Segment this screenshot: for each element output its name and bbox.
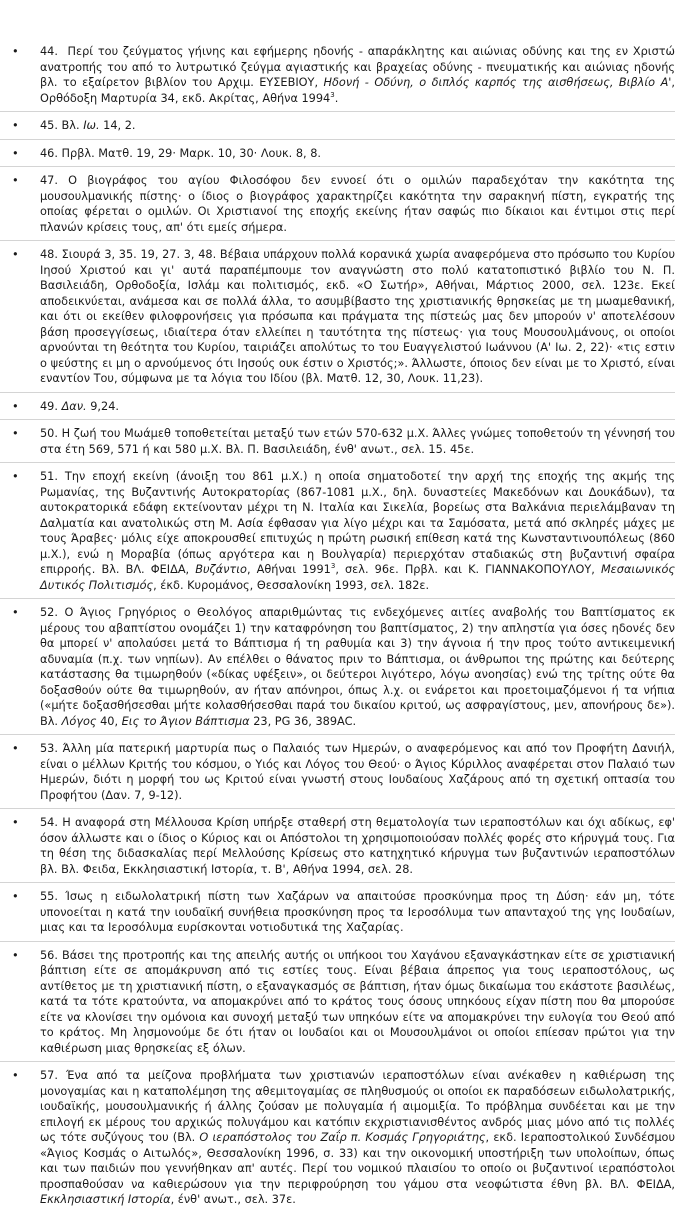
footnote-item [0,948,675,1063]
bullet-icon: • [12,816,19,829]
footnote-item [0,118,675,140]
footnote-item [0,741,675,809]
bullet-icon: • [12,146,19,160]
bullet-icon: • [12,427,19,440]
footnote-item [0,44,675,112]
bullet-icon: • [12,470,19,483]
footnote-text: 48. Σιουρά 3, 35. 19, 27. 3, 48. Βέβαια υπάρχουν πολλά κορανικά χωρία αναφερόμενα στο πρόσωπο του Κυρίου Ιησού Χριστού και γι' αυτά παραπέμπουμε τον αναγνώστη στο πολύ κατατοπιστικό βιβλίο του Ν. Π. Βασιλειάδη, Ορθοδοξία, Ισλάμ και πολιτισμός, εκδ. «Ο Σωτήρ», Αθήναι, Μάρτιος 2000, σελ. 123ε. Εκεί αποδεικνύεται, ανάμεσα και σε πολλά άλλα, το ασυμβίβαστο της χριστιανικής θρησκείας με τη μωαμεθανική, και ότι οι εκείθεν φιλοφρονήσεις για πρόσωπα και πράγματα της πίστεώς μας δεν μπορούν ν' αποτελέσουν βάση προσεγγίσεως, ιδιαίτερα όταν ελλείπει η ταυτότητα της πίστεως· για τους Μουσουλμάνους, οι οποίοι αρνούνται τη θεότητα του Κυρίου, ταιριάζει απολύτως το του Ευαγγελιστού Ιωάννου (Α' Ιω. 2, 22)· «τις εστιν ο ψεύστης ει μη ο αρνούμενος ότι Ιησούς ουκ έστιν ο Χριστός;». Άλλωστε, όποιος δεν είναι με το Χριστό, είναι εναντίον Του, σύμφωνα με τα λόγια του Ιδίου (βλ. Ματθ. 12, 30, Λουκ. 11,23). [40,248,675,385]
footnote-text: 53. Άλλη μία πατερική μαρτυρία πως ο Παλαιός των Ημερών, ο αναφερόμενος και από τον Προφήτη Δανιήλ, είναι ο μέλλων Κριτής του κόσμου, ο Υιός και Λόγος του Θεού· ο Άγιος Κύριλλος αναφέρεται στον Παλαιό των Ημερών, διότι η μορφή του ως Κριτού είναι γνωστή στους Ιουδαίους Χαζάρους από τη σχετική οπτασία του Προφήτου (Δαν. 7, 9-12). [40,742,675,802]
footnote-item [0,247,675,393]
bullet-icon: • [12,45,19,58]
bullet-icon: • [12,1069,19,1082]
footnote-text: 55. Ίσως η ειδωλολατρική πίστη των Χαζάρων να απαιτούσε προσκύνημα προς τη Δύση· εάν μη, τότε υπονοείται η κατά την ιουδαϊκή συνήθεια προσκύνηση προς τα Ιεροσόλυμα των απανταχού της γης Ιουδαίων, μιας και τα Ιεροσόλυμα ευρίσκονται νοτιοδυτικά της Χαζαρίας. [40,890,675,934]
bullet-icon: • [12,119,19,132]
footnote-text: 57. Ένα από τα μείζονα προβλήματα των χριστιανών ιεραποστόλων είναι ανέκαθεν η καθιέρωση της μονογαμίας και η καταπολέμηση της αθεμιτογαμίας σε πληθυσμούς οι οποίοι εκ παραδόσεων ειδωλολατρικής, ιουδαϊκής, μουσουλμανικής ή άλλης ζούσαν με πολυγαμία ή αιμομιξία. Το πρόβλημα συνδέεται και με την επιλογή εκ μέρους του αρχικώς πολυγάμου και κατόπιν εκχριστιανισθέντος ανδρός μιας μόνο από τις πολλές ως τότε συζύγους του (Βλ. Ο ιεραπόστολος του Ζαΐρ π. Κοσμάς Γρηγοριάτης, εκδ. Ιεραποστολικού Συνδέσμου «Άγιος Κοσμάς ο Αιτωλός», Θεσσαλονίκη 1996, σ. 33) και την οικονομική υποστήριξη των υπολοίπων, όπως και των παιδιών που γεννήθηκαν απ' αυτές. Περί του νομικού πλαισίου το οποίο οι βυζαντινοί ιεραπόστολοι προσπαθούσαν να καθιερώσουν για την περιφρούρηση του γάμου στα νεοφώτιστα έθνη βλ. ΒΛ. ΦΕΙΔΑ, Εκκλησιαστική Ιστορία, ένθ' ανωτ., σελ. 37ε. [40,1069,675,1206]
footnote-item [0,815,675,883]
footnote-item [0,605,675,735]
bullet-icon: • [12,890,19,903]
footnote-text: 47. Ο βιογράφος του αγίου Φιλοσόφου δεν εννοεί ότι ο ομιλών παραδεχόταν την κακότητα της μουσουλμανικής πίστης· ο ίδιος ο βιογράφος χαρακτηρίζει κακότητα την σαρακηνή πίστη, εγκρατής της οποίας φέρεται ο ομιλών. Οι Χριστιανοί της εποχής εκείνης ήταν σαφώς πιο δίκαιοι και έντιμοι στις περί πλανών κρίσεις τους, απ' ότι εμείς σήμερα. [40,174,675,234]
footnote-text: 52. Ο Άγιος Γρηγόριος ο Θεολόγος απαριθμώντας τις ενδεχόμενες αιτίες αναβολής του Βαπτίσματος εκ μέρους του αβαπτίστου ονομάζει 1) την καταφρόνηση του βαπτίσματος, 2) την απληστία για όσες ηδονές δεν θα μπορεί ν' απολαύσει μετά το Βάπτισμα ή τη ραθυμία και 3) την άγνοια ή την προς τούτο αντικειμενική αδυναμία (π.χ. των νηπίων). Αν επέλθει ο θάνατος πριν το Βάπτισμα, οι άνθρωποι της πρώτης και δεύτερης κατάστασης θα τιμωρηθούν («δίκας υφέξειν», οι δεύτεροι λιγότερο, λόγω ανοησίας) ενώ της τρίτης ούτε θα δοξασθούν ούτε θα τιμωρηθούν, αν ήταν απόνηροι, όπως λ.χ. οι ενάρετοι και προετοιμαζόμενοι ή τα νήπια («μήτε δοξασθήσεσθαι μήτε κολασθήσεσθαι παρά του δικαίου κριτού, ως ασφραγίστους, μεν, απονήρους δε»). Βλ. Λόγος 40, Εις το Άγιον Βάπτισμα 23, PG 36, 389AC. [40,606,675,728]
footnote-item [0,469,675,599]
footnote-text: 44. Περί του ζεύγματος γήινης και εφήμερης ηδονής - απαράκλητης και αιώνιας οδύνης και της εν Χριστώ ανατροπής του από το λυτρωτικό ζεύγμα αγιαστικής και βραχείας οδύνης - πνευματικής και αιώνιας ηδονής βλ. το εξαίρετον βιβλίον του Αρχιμ. ΕΥΣΕΒΙΟΥ, Ηδονή - Οδύνη, ο διπλός καρπός της αισθήσεως, Βιβλίο Α', Ορθόδοξη Μαρτυρία 34, εκδ. Ακρίτας, Αθήνα 1994$^3$. [40,45,675,105]
footnote-text: 56. Βάσει της προτροπής και της απειλής αυτής οι υπήκοοι του Χαγάνου εξαναγκάστηκαν είτε σε χριστιανική βάπτιση είτε σε απομάκρυνση από τις εστίες τους. Είναι βέβαια άπρεπος για τους ιεραποστόλους, ως αντίθετος με τη χριστιανική πίστη, ο εξαναγκασμός σε βάπτιση, ήταν όμως δικαίωμα του εκάστοτε βασιλέως, κατά τα τότε κρατούντα, να απομακρύνει από το κράτος τους όσους υπηκόους είχαν πίστη που θα μπορούσε είτε να κλονίσει την ομόνοια και συνοχή μεταξύ των υπηκόων είτε να απομακρύνει την ευλογία του Θεού από το κράτος. Μη λησμονούμε δε ότι ήταν οι Ιουδαίοι και οι Μουσουλμάνοι οι οποίοι επίεσαν πρώτοι για την καθιέρωση μιας θρησκείας εξ όλων. [40,948,675,1055]
footnote-item [0,889,675,942]
bullet-icon: • [12,742,19,755]
footnote-item [0,173,675,241]
footnote-item [0,426,675,463]
footnote-text: 46. Πρβλ. Ματθ. 19, 29· Μαρκ. 10, 30· Λουκ. 8, 8. [40,146,321,160]
footnote-text: 51. Την εποχή εκείνη (άνοιξη του 861 μ.Χ.) η οποία σηματοδοτεί την αρχή της εποχής της ακμής της Ρωμανίας, της Βυζαντινής Αυτοκρατορίας (867-1081 μ.Χ., δηλ. δυναστείες Μακεδόνων και Δουκάδων), τα αυτοκρατορικά εδάφη εκτείνονταν μέχρι τη Ν. Ιταλία και Σικελία, βορείως στα Βαλκάνια περιελάμβαναν τη Δαλματία και ανατολικώς στη Μ. Ασία έφθασαν για λίγο μέχρι και τα Σαμόσατα, μετά από σκληρές μάχες με τους Άραβες· μόλις είχε αποκρουσθεί επιτυχώς η πρώτη ρωσική επίθεση κατά της Κωνσταντινουπόλεως (860 μ.Χ.), ενώ η Μοραβία (όπως αργότερα και η Βουλγαρία) περιερχόταν σταδιακώς στη βυζαντινή σφαίρα επιρροής. Βλ. ΒΛ. ΦΕΙΔΑ, Βυζάντιο, Αθήναι 1991$^3$, σελ. 96ε. Πρβλ. και Κ. ΓΙΑΝΝΑΚΟΠΟΥΛΟΥ, Μεσαιωνικός Δυτικός Πολιτισμός, έκδ. Κυρομάνος, Θεσσαλονίκη 1993, σελ. 182ε. [40,470,676,592]
footnote-item [0,399,675,421]
footnote-text: 54. Η αναφορά στη Μέλλουσα Κρίση υπήρξε σταθερή στη θεματολογία των ιεραποστόλων και όχι αδίκως, εφ' όσον άλλωστε και ο ίδιος ο Κύριος και οι Απόστολοι τη χρησιμοποιούσαν πολλές φορές στο κήρυγμά τους. Για τη θέση της διδασκαλίας περί Μελλούσης Κρίσεως στο κατηχητικό κήρυγμα των βυζαντινών ιεραποστόλων βλ. Βλ. Φειδα, Εκκλησιαστική Ιστορία, τ. Β', Αθήνα 1994, σελ. 28. [40,816,675,876]
bullet-icon: • [12,606,19,619]
bullet-icon: • [12,174,19,187]
footnote-text: 50. Η ζωή του Μωάμεθ τοποθετείται μεταξύ των ετών 570-632 μ.Χ. Άλλες γνώμες τοποθετούν τη γέννησή του στα έτη 569, 571 ή και 580 μ.Χ. Βλ. Π. Βασιλειάδη, ένθ' ανωτ., σελ. 15. 45ε. [40,427,675,456]
footnote-item [0,1068,675,1213]
bullet-icon: • [12,399,19,413]
bullet-icon: • [12,948,19,962]
footnote-item [0,146,675,168]
bullet-icon: • [12,248,19,261]
footnote-text: 45. Βλ. Ιω. 14, 2. [40,119,136,132]
footnote-text: 49. Δαν. 9,24. [40,399,119,413]
